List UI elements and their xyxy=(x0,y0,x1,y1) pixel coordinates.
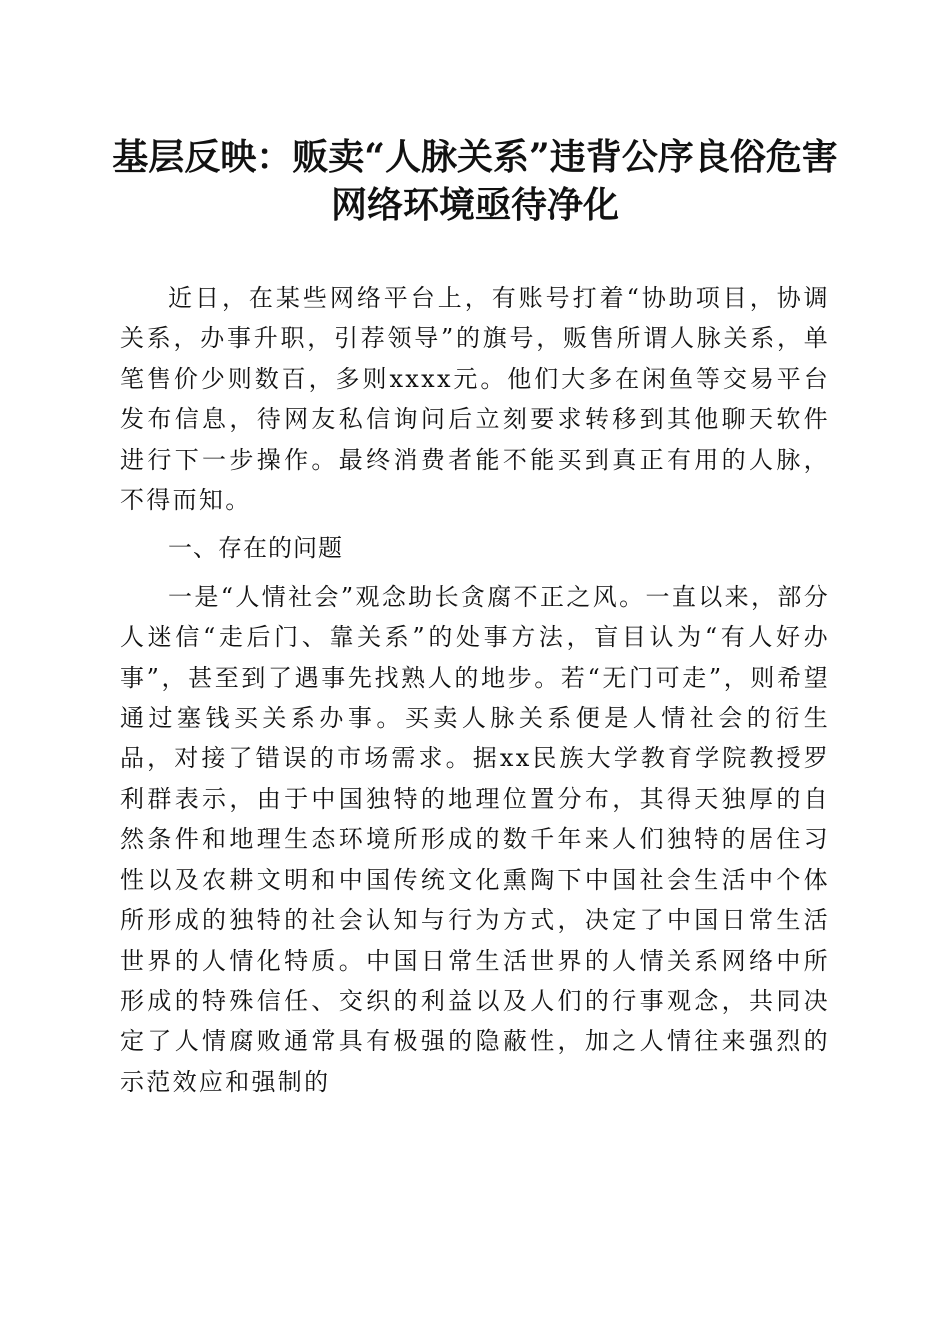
section-heading: 一、存在的问题 xyxy=(168,534,343,563)
document-body xyxy=(120,278,830,1102)
intro-paragraph: 近日，在某些网络平台上，有账号打着“协助项目，协调关系，办事升职，引荐领导”的旗号，贩售所谓人脉关系，单笔售价少则数百，多则xxxx元。他们大多在闲鱼等交易平台发布信息，待网友私信询问后立刻要求转移到其他聊天软件进行下一步操作。最终消费者能不能买到真正有用的人脉，不得而知。 xyxy=(120,284,830,515)
point-one-paragraph: 一是“人情社会”观念助长贪腐不正之风。一直以来，部分人迷信“走后门、靠关系”的处事方法，盲目认为“有人好办事”，甚至到了遇事先找熟人的地步。若“无门可走”，则希望通过塞钱买关系办事。买卖人脉关系便是人情社会的衍生品，对接了错误的市场需求。据xx民族大学教育学院教授罗利群表示，由于中国独特的地理位置分布，其得天独厚的自然条件和地理生态环境所形成的数千年来人们独特的居住习性以及农耕文明和中国传统文化熏陶下中国社会生活中个体所形成的独特的社会认知与行为方式，决定了中国日常生活世界的人情化特质。中国日常生活世界的人情关系网络中所形成的特殊信任、交织的利益以及人们的行事观念，共同决定了人情腐败通常具有极强的隐蔽性，加之人情往来强烈的示范效应和强制的 xyxy=(120,582,830,1096)
document-title: 基层反映：贩卖“人脉关系”违背公序良俗危害网络环境亟待净化 xyxy=(112,136,838,226)
